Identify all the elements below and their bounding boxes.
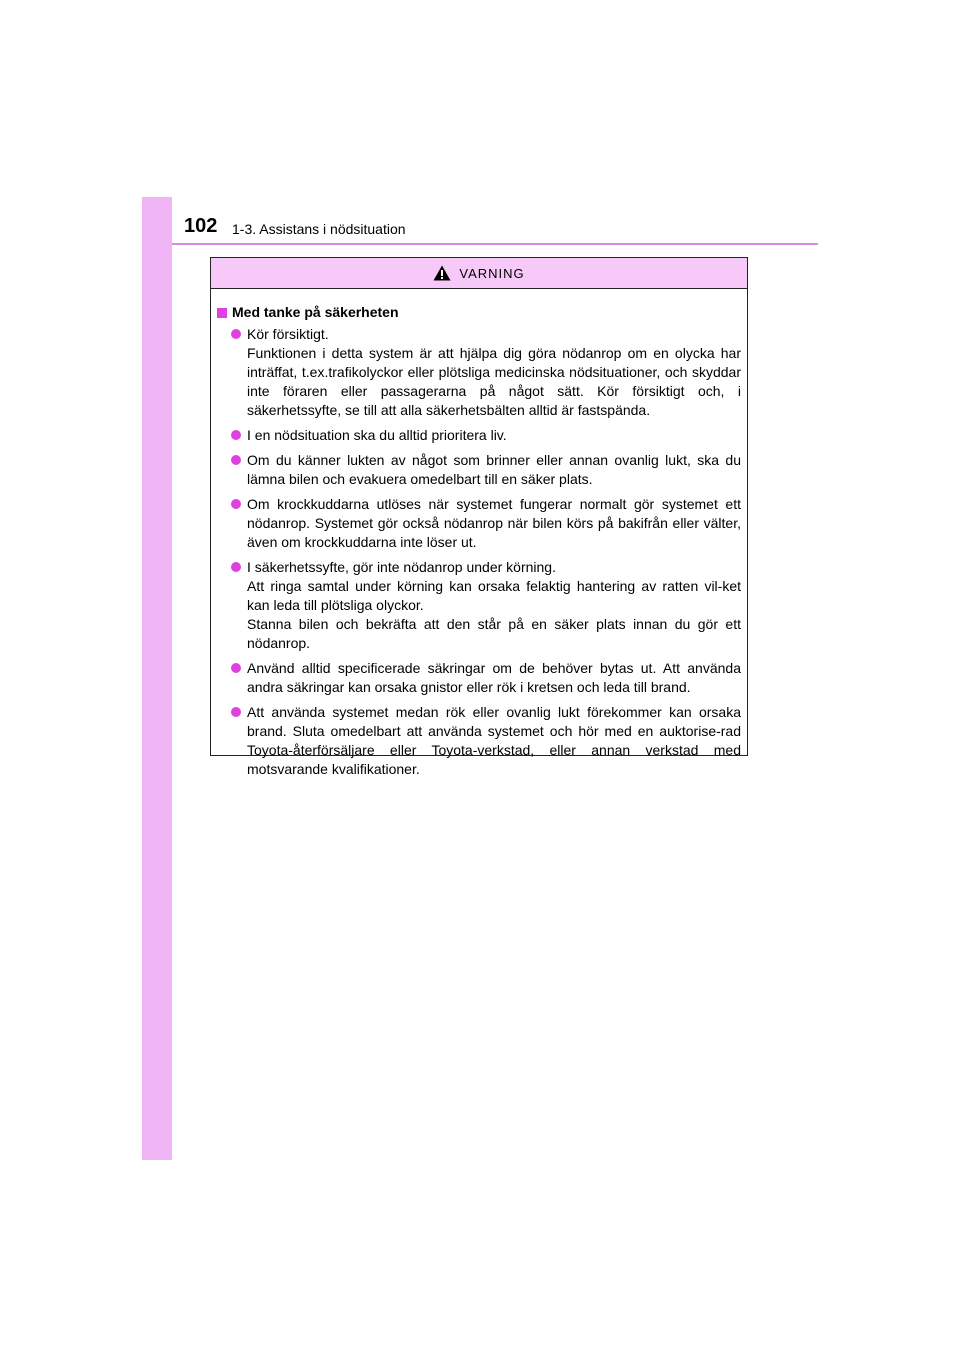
square-bullet-icon (217, 308, 227, 318)
warning-item-line: Om du känner lukten av något som brinner eller annan ovanlig lukt, ska du lämna bilen och evakuera omedelbart till en säker plats. (247, 452, 741, 487)
page-number: 102 (184, 215, 218, 237)
warning-item-text (247, 426, 741, 445)
warning-item-line: Funktionen i detta system är att hjälpa dig göra nödanrop om en olycka har inträffat, t.ex.trafikolyckor eller plötsliga medicinska nödsituationer, och skyddar inte föraren eller passagerarna på något sätt. Kör försiktigt och, i säkerhetssyfte, se till att alla säkerhetsbälten alltid är fastspända. (247, 345, 741, 418)
warning-item-text (247, 703, 741, 779)
warning-item-line: Att ringa samtal under körning kan orsaka felaktig hantering av ratten vil-ket kan leda till plötsliga olyckor. (247, 578, 741, 613)
warning-item-text (247, 325, 741, 420)
warning-item (217, 558, 741, 653)
circle-bullet-icon (231, 707, 241, 717)
warning-item (217, 426, 741, 445)
warning-item-line: I en nödsituation ska du alltid prioritera liv. (247, 427, 507, 443)
warning-item-line: Stanna bilen och bekräfta att den står på en säker plats innan du gör ett nödanrop. (247, 616, 741, 651)
warning-subheading-text: Med tanke på säkerheten (232, 304, 399, 320)
warning-item-line: Använd alltid specificerade säkringar om de behöver bytas ut. Att använda andra säkringar kan orsaka gnistor eller rök i kretsen och leda till brand. (247, 660, 741, 695)
warning-item (217, 451, 741, 489)
warning-item (217, 495, 741, 552)
warning-triangle-icon (433, 265, 451, 281)
warning-item-text (247, 558, 741, 653)
warning-box (210, 257, 748, 777)
warning-item (217, 703, 741, 779)
circle-bullet-icon (231, 663, 241, 673)
side-tab (142, 197, 172, 1160)
circle-bullet-icon (231, 430, 241, 440)
warning-item-text (247, 451, 741, 489)
circle-bullet-icon (231, 562, 241, 572)
circle-bullet-icon (231, 329, 241, 339)
warning-header (211, 258, 747, 289)
warning-item-text (247, 659, 741, 697)
warning-item-line: Om krockkuddarna utlöses när systemet fungerar normalt gör systemet ett nödanrop. Systemet gör också nödanrop när bilen körs på bakifrån eller välter, även om krockkuddarna inte löser ut. (247, 496, 741, 550)
warning-item-line: Kör försiktigt. (247, 326, 329, 342)
warning-item (217, 325, 741, 420)
warning-item-line: I säkerhetssyfte, gör inte nödanrop under körning. (247, 559, 556, 575)
warning-item (217, 659, 741, 697)
header-rule (172, 243, 818, 245)
warning-title: VARNING (459, 265, 525, 281)
circle-bullet-icon (231, 499, 241, 509)
warning-subheading (217, 303, 741, 322)
warning-item-text (247, 495, 741, 552)
section-title: 1-3. Assistans i nödsituation (232, 221, 406, 237)
warning-body (211, 289, 747, 779)
warning-item-list (217, 325, 741, 779)
circle-bullet-icon (231, 455, 241, 465)
warning-item-line: Att använda systemet medan rök eller ovanlig lukt förekommer kan orsaka brand. Sluta omedelbart att använda systemet och hör med en auktorise-rad Toyota-återförsäljare eller Toyota-verkstad, eller annan verkstad med motsvarande kvalifikationer. (247, 704, 741, 777)
